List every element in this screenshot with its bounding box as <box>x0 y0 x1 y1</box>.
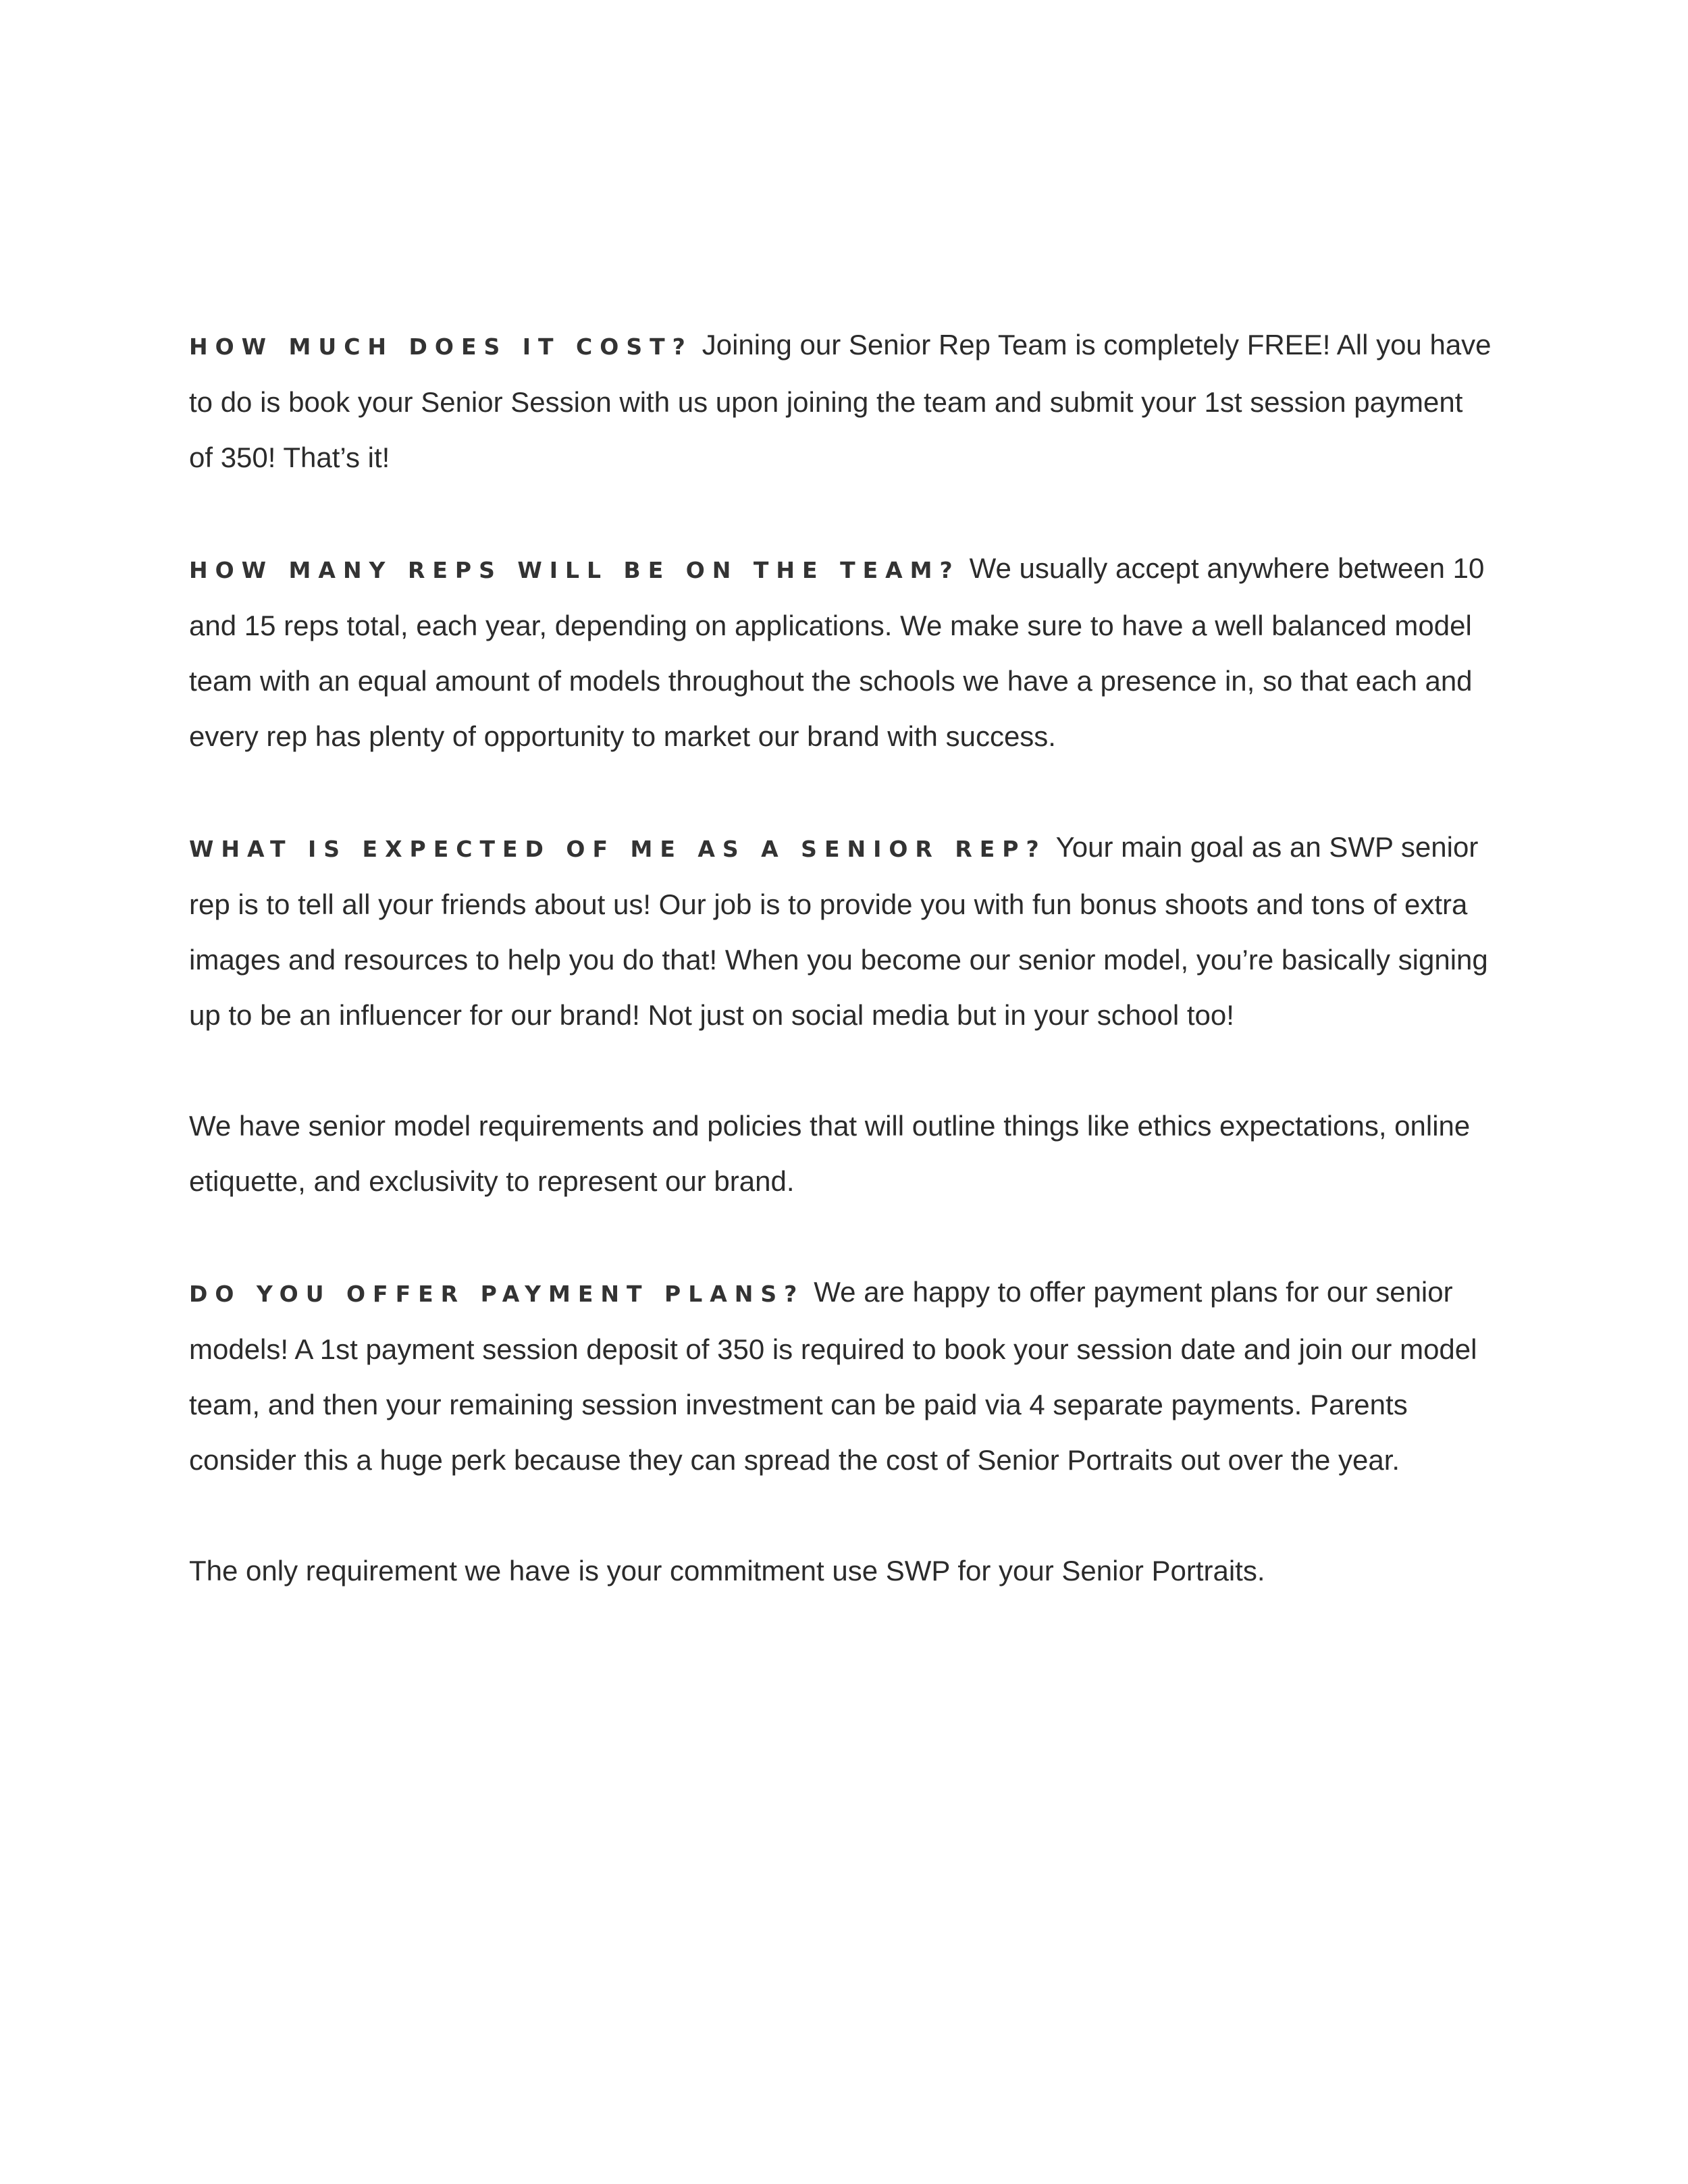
faq-policies-text: We have senior model requirements and policies that will outline things like ethics expectations, online etiquette, and exclusivity to represent our brand. <box>189 1110 1471 1197</box>
faq-team-size-text: We usually accept anywhere between 10 and 15 reps total, each year, depending on applications. We make sure to have a well balanced model team with an equal amount of models throughout the schools we have a presence in, so that each and every rep has plenty of opportunity to market our brand with success. <box>189 552 1485 752</box>
faq-expectations-text: Your main goal as an SWP senior rep is to tell all your friends about us! Our job is to provide you with fun bonus shoots and tons of extra images and resources to help you do that! When you become our senior model, you’re basically signing up to be an influencer for our brand! Not just on social media but in your school too! <box>189 831 1488 1031</box>
faq-payment-plans <box>189 1264 1492 1488</box>
faq-cost-text: Joining our Senior Rep Team is completely FREE! All you have to do is book your Senior Session with us upon joining the team and submit your 1st session payment of 350! That’s it! <box>189 329 1492 473</box>
faq-payment-plans-text: We are happy to offer payment plans for our senior models! A 1st payment session deposit of 350 is required to book your session date and join our model team, and then your remaining session investment can be paid via 4 separate payments. Parents consider this a huge perk because they can spread the cost of Senior Portraits out over the year. <box>189 1276 1477 1476</box>
faq-expectations-heading: WHAT IS EXPECTED OF ME AS A SENIOR REP? <box>189 836 1047 862</box>
faq-team-size-heading: HOW MANY REPS WILL BE ON THE TEAM? <box>189 557 960 583</box>
faq-team-size <box>189 541 1492 764</box>
faq-expectations <box>189 820 1492 1043</box>
faq-payment-plans-heading: DO YOU OFFER PAYMENT PLANS? <box>189 1281 805 1307</box>
faq-cost <box>189 317 1492 485</box>
faq-requirement <box>189 1543 1492 1599</box>
faq-requirement-text: The only requirement we have is your commitment use SWP for your Senior Portraits. <box>189 1555 1265 1587</box>
faq-cost-heading: HOW MUCH DOES IT COST? <box>189 334 693 360</box>
faq-policies <box>189 1098 1492 1209</box>
faq-document <box>189 317 1492 1654</box>
